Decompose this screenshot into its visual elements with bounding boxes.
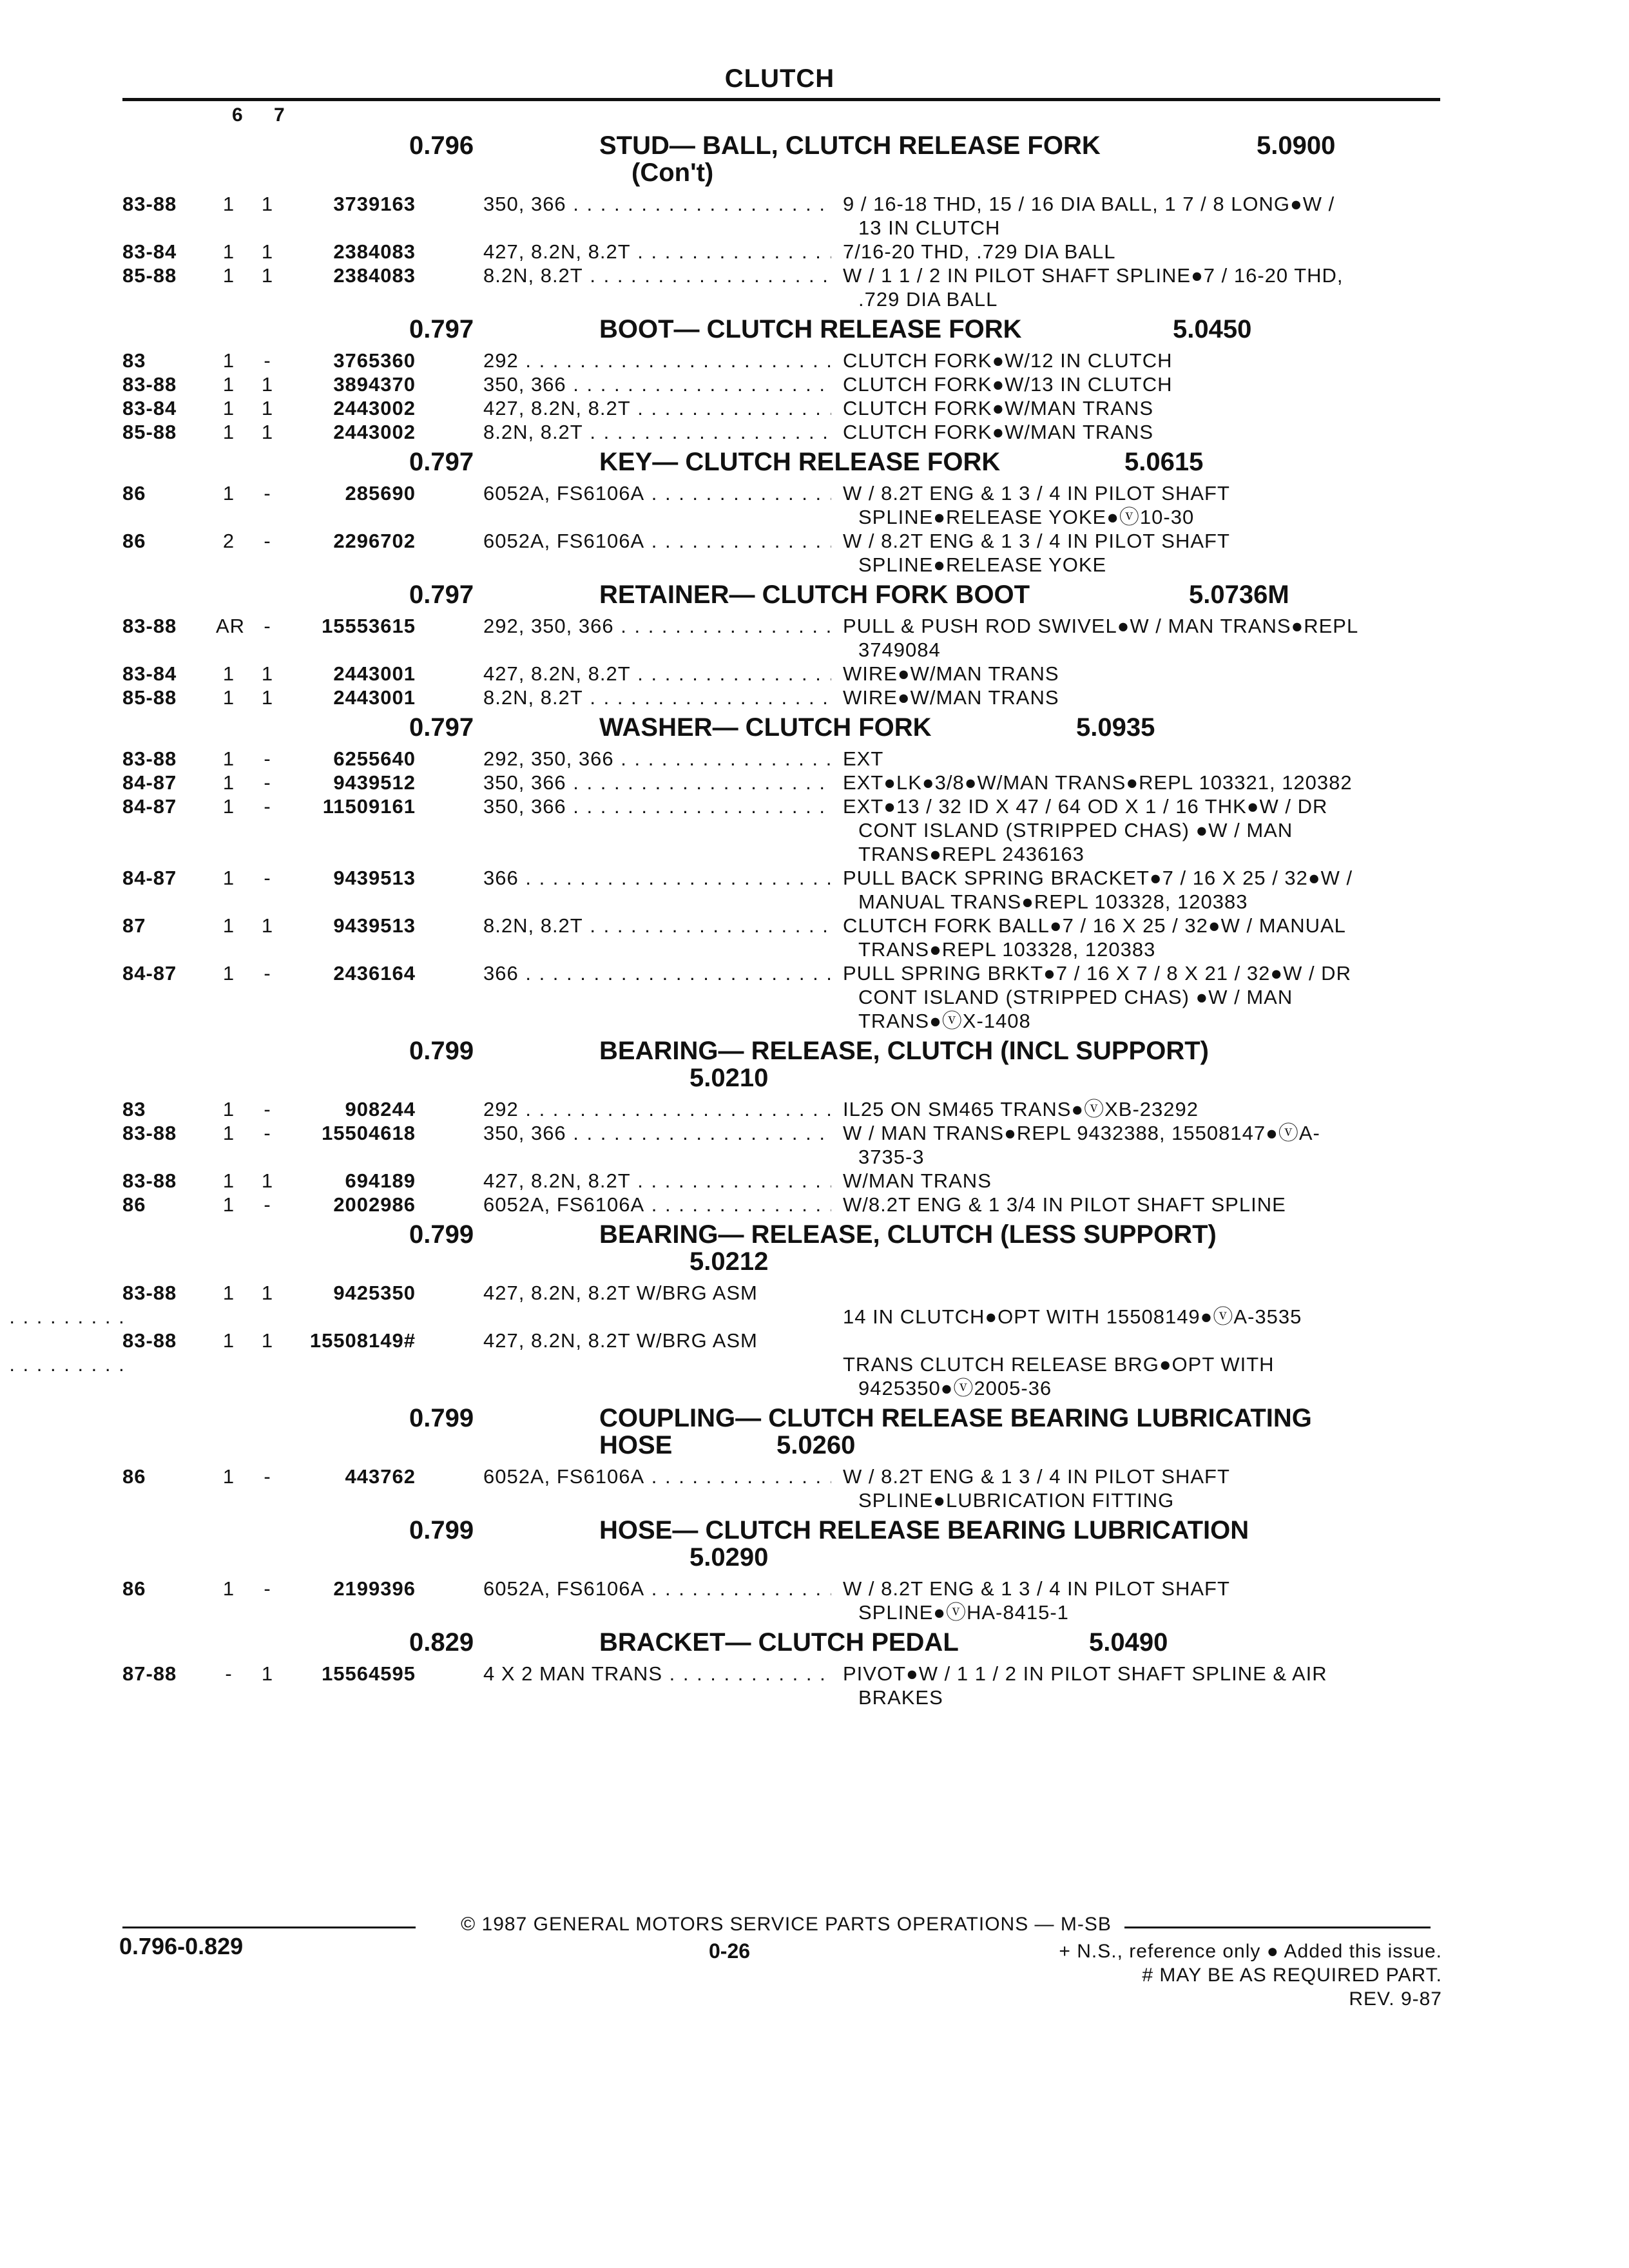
note-reference: + N.S., reference only ● Added this issue. [1059, 1941, 1442, 1962]
part-code: 5.0450 [1173, 315, 1252, 343]
part-description [843, 264, 1443, 311]
part-name: BEARING— RELEASE, CLUTCH (LESS SUPPORT) [599, 1220, 1217, 1249]
quantity-col-6: 1 [222, 397, 235, 419]
application: 427, 8.2N, 8.2T . . . [483, 1169, 831, 1193]
description-line: CLUTCH FORK●W/13 IN CLUTCH [843, 373, 1173, 396]
description-line: SPLINE●ⓥHA-8415-1 [858, 1601, 1069, 1624]
section-header [122, 316, 1443, 343]
quantity-col-7: 1 [261, 421, 274, 443]
description-line: SPLINE●RELEASE YOKE [858, 553, 1107, 576]
part-number: 2002986 [333, 1193, 416, 1216]
application: 6052A, FS6106A . . . [483, 1193, 831, 1216]
page-title: CLUTCH [724, 64, 835, 93]
quantity-col-6: 1 [222, 264, 235, 287]
page-range: 0.796-0.829 [119, 1933, 244, 1959]
part-number: 2443002 [333, 397, 416, 419]
description-line: MANUAL TRANS●REPL 103328, 120383 [858, 890, 1248, 913]
part-description [843, 1121, 1443, 1169]
quantity-col-7: 1 [261, 686, 274, 709]
part-code: 5.0736M [1189, 581, 1289, 609]
description-line: TRANS●REPL 2436163 [858, 843, 1084, 865]
parts-listing [122, 128, 1443, 1709]
quantity-col-7: - [264, 349, 271, 372]
part-description [843, 1281, 1443, 1329]
model-years: 83-84 [122, 397, 177, 419]
part-description [843, 396, 1443, 420]
description-line: 9 / 16-18 THD, 15 / 16 DIA BALL, 1 7 / 8 LONG●W / [843, 193, 1335, 215]
model-years: 84-87 [122, 867, 177, 889]
quantity-col-7: - [264, 771, 271, 794]
application: 366 . . . [483, 866, 831, 890]
section-header [122, 582, 1443, 609]
model-years: 85-88 [122, 686, 177, 709]
part-name: STUD— BALL, CLUTCH RELEASE FORK [599, 131, 1101, 160]
quantity-col-7: - [264, 1193, 271, 1216]
description-line: TRANS●REPL 103328, 120383 [858, 938, 1156, 961]
description-line: SPLINE●RELEASE YOKE●ⓥ10-30 [858, 506, 1195, 528]
model-years: 83-88 [122, 1329, 177, 1352]
quantity-col-7: - [264, 747, 271, 770]
part-row [122, 747, 1443, 771]
description-line: W / 8.2T ENG & 1 3 / 4 IN PILOT SHAFT [843, 482, 1230, 505]
part-row [122, 240, 1443, 264]
part-code: 5.0210 [689, 1064, 769, 1092]
application: 427, 8.2N, 8.2T W/BRG ASM [483, 1282, 758, 1304]
model-years: 86 [122, 530, 146, 552]
note-as-required: # MAY BE AS REQUIRED PART. [1142, 1965, 1442, 1986]
description-line: 9425350●ⓥ2005-36 [858, 1377, 1052, 1399]
part-name-continued: HOSE [599, 1431, 673, 1459]
figure-reference: 0.796 [409, 131, 474, 160]
part-description [843, 771, 1443, 794]
part-row [122, 1662, 1443, 1709]
application: 8.2N, 8.2T . . . [483, 264, 831, 287]
part-number: 2443002 [333, 421, 416, 443]
quantity-col-6: - [225, 1662, 233, 1685]
title-rule [122, 98, 1440, 101]
application: 292, 350, 366 . . . [483, 747, 831, 771]
application: 6052A, FS6106A . . . [483, 481, 831, 505]
application-continued [0, 1305, 127, 1329]
quantity-col-6: 1 [222, 1169, 235, 1192]
model-years: 83-88 [122, 373, 177, 396]
part-description [843, 529, 1443, 577]
quantity-col-7: 1 [261, 1662, 274, 1685]
parts-section [122, 1038, 1443, 1216]
description-line: PULL & PUSH ROD SWIVEL●W / MAN TRANS●REPL [843, 615, 1359, 637]
model-years: 83-88 [122, 1169, 177, 1192]
figure-reference: 0.799 [409, 1220, 474, 1249]
description-line: PULL BACK SPRING BRACKET●7 / 16 X 25 / 32●W / [843, 867, 1353, 889]
part-code: 5.0490 [1089, 1628, 1168, 1657]
description-line: CLUTCH FORK●W/MAN TRANS [843, 397, 1154, 419]
quantity-col-7: - [264, 530, 271, 552]
part-number: 6255640 [333, 747, 416, 770]
figure-reference: 0.797 [409, 315, 474, 343]
part-row [122, 961, 1443, 1033]
part-description [843, 1193, 1443, 1216]
section-header [122, 1222, 1443, 1249]
part-code: 5.0615 [1124, 448, 1204, 476]
quantity-col-6: 1 [222, 686, 235, 709]
parts-section [122, 1629, 1443, 1709]
quantity-col-6: 1 [222, 421, 235, 443]
application: 292, 350, 366 . . . [483, 614, 831, 638]
quantity-col-6: 1 [222, 867, 235, 889]
quantity-col-7: 1 [261, 193, 274, 215]
quantity-col-6: 1 [222, 1329, 235, 1352]
application: 427, 8.2N, 8.2T . . . [483, 240, 831, 264]
model-years: 83-84 [122, 662, 177, 685]
part-number: 908244 [345, 1098, 416, 1120]
application: 4 X 2 MAN TRANS . . . [483, 1662, 831, 1686]
column-header-6: 6 [232, 104, 243, 126]
part-row [122, 614, 1443, 662]
quantity-col-7: - [264, 482, 271, 505]
description-line: TRANS CLUTCH RELEASE BRG●OPT WITH [843, 1353, 1275, 1376]
description-line: BRAKES [858, 1686, 943, 1709]
description-line: EXT●LK●3/8●W/MAN TRANS●REPL 103321, 120382 [843, 771, 1353, 794]
part-name: RETAINER— CLUTCH FORK BOOT [599, 581, 1030, 609]
model-years: 85-88 [122, 264, 177, 287]
model-years: 83-88 [122, 615, 177, 637]
parts-section [122, 449, 1443, 577]
description-line: CLUTCH FORK●W/MAN TRANS [843, 421, 1154, 443]
quantity-col-6: AR [216, 615, 246, 637]
quantity-col-6: 1 [222, 1122, 235, 1144]
description-line: CLUTCH FORK BALL●7 / 16 X 25 / 32●W / MANUAL [843, 914, 1346, 937]
description-line: IL25 ON SM465 TRANS●ⓥXB-23292 [843, 1098, 1199, 1120]
application: 8.2N, 8.2T . . . [483, 914, 831, 937]
part-description [843, 1097, 1443, 1121]
quantity-col-7: 1 [261, 662, 274, 685]
figure-reference: 0.797 [409, 581, 474, 609]
part-code: 5.0935 [1076, 713, 1155, 742]
part-number: 3765360 [333, 349, 416, 372]
part-number: 2436164 [333, 962, 416, 985]
part-description [843, 1577, 1443, 1624]
application: 350, 366 . . . [483, 1121, 831, 1145]
copyright-notice: © 1987 GENERAL MOTORS SERVICE PARTS OPERATIONS — M-SB [461, 1914, 1112, 1935]
parts-section [122, 316, 1443, 444]
quantity-col-7: 1 [261, 1282, 274, 1304]
figure-reference: 0.799 [409, 1037, 474, 1065]
part-name: WASHER— CLUTCH FORK [599, 713, 932, 742]
quantity-col-6: 1 [222, 349, 235, 372]
quantity-col-7: - [264, 867, 271, 889]
part-row [122, 192, 1443, 240]
part-number: 3739163 [333, 193, 416, 215]
application: 350, 366 . . . [483, 192, 831, 216]
part-row [122, 1281, 1443, 1329]
parts-section [122, 1405, 1443, 1512]
description-line: W / 8.2T ENG & 1 3 / 4 IN PILOT SHAFT [843, 1577, 1230, 1600]
quantity-col-6: 1 [222, 795, 235, 818]
part-number: 2384083 [333, 240, 416, 263]
part-row [122, 264, 1443, 311]
quantity-col-6: 1 [222, 1465, 235, 1488]
part-row [122, 914, 1443, 961]
application: 350, 366 . . . [483, 771, 831, 794]
part-number: 694189 [345, 1169, 416, 1192]
description-line: PULL SPRING BRKT●7 / 16 X 7 / 8 X 21 / 32●W / DR [843, 962, 1351, 985]
model-years: 87-88 [122, 1662, 177, 1685]
part-description [843, 240, 1443, 264]
part-description [843, 1329, 1443, 1400]
quantity-col-7: 1 [261, 1329, 274, 1352]
quantity-col-7: - [264, 795, 271, 818]
application: 8.2N, 8.2T . . . [483, 420, 831, 444]
application: 8.2N, 8.2T . . . [483, 686, 831, 709]
description-line: CONT ISLAND (STRIPPED CHAS) ●W / MAN [858, 819, 1293, 841]
description-line: EXT●13 / 32 ID X 47 / 64 OD X 1 / 16 THK●W / DR [843, 795, 1328, 818]
part-description [843, 1662, 1443, 1709]
part-number: 285690 [345, 482, 416, 505]
part-number: 2199396 [333, 1577, 416, 1600]
model-years: 83 [122, 1098, 146, 1120]
part-code: 5.0260 [776, 1431, 856, 1459]
application: 6052A, FS6106A . . . [483, 529, 831, 553]
part-description [843, 914, 1443, 961]
part-name: HOSE— CLUTCH RELEASE BEARING LUBRICATION [599, 1516, 1249, 1544]
part-code: 5.0290 [689, 1543, 769, 1571]
part-name: BOOT— CLUTCH RELEASE FORK [599, 315, 1022, 343]
part-number: 15504618 [322, 1122, 416, 1144]
model-years: 83-88 [122, 1122, 177, 1144]
quantity-col-6: 1 [222, 962, 235, 985]
parts-section [122, 133, 1443, 311]
part-number: 15508149# [309, 1329, 416, 1352]
application: 292 . . . [483, 1097, 831, 1121]
quantity-col-6: 1 [222, 1193, 235, 1216]
part-number: 11509161 [322, 795, 416, 818]
part-number: 9439512 [333, 771, 416, 794]
part-row [122, 349, 1443, 372]
parts-section [122, 715, 1443, 1033]
quantity-col-7: - [264, 1577, 271, 1600]
model-years: 84-87 [122, 795, 177, 818]
part-description [843, 662, 1443, 686]
part-description [843, 686, 1443, 709]
application: 366 . . . [483, 961, 831, 985]
quantity-col-7: - [264, 1122, 271, 1144]
description-line: WIRE●W/MAN TRANS [843, 686, 1059, 709]
part-row [122, 1329, 1443, 1400]
part-row [122, 1465, 1443, 1512]
quantity-col-6: 1 [222, 747, 235, 770]
part-row [122, 686, 1443, 709]
model-years: 84-87 [122, 771, 177, 794]
application: 427, 8.2N, 8.2T W/BRG ASM [483, 1329, 758, 1352]
model-years: 86 [122, 1465, 146, 1488]
part-row [122, 662, 1443, 686]
part-description [843, 794, 1443, 866]
footer-notes [1059, 1939, 1442, 2011]
description-line: EXT [843, 747, 884, 770]
part-description [843, 1169, 1443, 1193]
part-description [843, 420, 1443, 444]
quantity-col-6: 1 [222, 240, 235, 263]
application: 427, 8.2N, 8.2T . . . [483, 396, 831, 420]
application: 292 . . . [483, 349, 831, 372]
quantity-col-7: 1 [261, 264, 274, 287]
quantity-col-7: 1 [261, 1169, 274, 1192]
part-number: 2384083 [333, 264, 416, 287]
continued-label: (Con't) [631, 159, 714, 187]
description-line: .729 DIA BALL [858, 288, 998, 311]
quantity-col-7: - [264, 962, 271, 985]
part-name: COUPLING— CLUTCH RELEASE BEARING LUBRICATING [599, 1404, 1312, 1432]
quantity-col-6: 1 [222, 914, 235, 937]
figure-reference: 0.797 [409, 713, 474, 742]
part-number: 9439513 [333, 914, 416, 937]
figure-reference: 0.829 [409, 1628, 474, 1657]
description-line: W/8.2T ENG & 1 3/4 IN PILOT SHAFT SPLINE [843, 1193, 1286, 1216]
part-number: 9439513 [333, 867, 416, 889]
application-continued [0, 1352, 127, 1376]
description-line: W / 1 1 / 2 IN PILOT SHAFT SPLINE●7 / 16-20 THD, [843, 264, 1344, 287]
quantity-col-6: 1 [222, 482, 235, 505]
model-years: 86 [122, 482, 146, 505]
quantity-col-6: 1 [222, 1098, 235, 1120]
parts-section [122, 1222, 1443, 1400]
description-line: W / 8.2T ENG & 1 3 / 4 IN PILOT SHAFT [843, 530, 1230, 552]
model-years: 83-88 [122, 747, 177, 770]
part-code: 5.0900 [1257, 131, 1336, 160]
figure-reference: 0.799 [409, 1516, 474, 1544]
model-years: 85-88 [122, 421, 177, 443]
part-description [843, 866, 1443, 914]
description-line: 7/16-20 THD, .729 DIA BALL [843, 240, 1116, 263]
part-name: BEARING— RELEASE, CLUTCH (INCL SUPPORT) [599, 1037, 1209, 1065]
part-description [843, 1465, 1443, 1512]
section-header [122, 1038, 1443, 1065]
quantity-col-7: 1 [261, 240, 274, 263]
quantity-col-6: 1 [222, 1282, 235, 1304]
part-number: 2443001 [333, 686, 416, 709]
model-years: 83-88 [122, 1282, 177, 1304]
part-number: 2296702 [333, 530, 416, 552]
part-description [843, 349, 1443, 372]
part-row [122, 1169, 1443, 1193]
part-row [122, 1193, 1443, 1216]
part-name: KEY— CLUTCH RELEASE FORK [599, 448, 1001, 476]
quantity-col-7: - [264, 615, 271, 637]
description-line: TRANS●ⓥX-1408 [858, 1010, 1031, 1032]
part-row [122, 1577, 1443, 1624]
parts-section [122, 582, 1443, 709]
part-number: 3894370 [333, 373, 416, 396]
model-years: 84-87 [122, 962, 177, 985]
part-description [843, 614, 1443, 662]
part-name: BRACKET— CLUTCH PEDAL [599, 1628, 959, 1657]
application: 427, 8.2N, 8.2T . . . [483, 662, 831, 686]
section-header [122, 1629, 1443, 1657]
description-line: PIVOT●W / 1 1 / 2 IN PILOT SHAFT SPLINE & AIR [843, 1662, 1327, 1685]
figure-reference: 0.797 [409, 448, 474, 476]
application: 350, 366 . . . [483, 372, 831, 396]
part-description [843, 747, 1443, 771]
application: 6052A, FS6106A . . . [483, 1465, 831, 1488]
part-number: 2443001 [333, 662, 416, 685]
quantity-col-6: 1 [222, 373, 235, 396]
model-years: 86 [122, 1193, 146, 1216]
quantity-col-7: - [264, 1098, 271, 1120]
part-row [122, 396, 1443, 420]
part-description [843, 961, 1443, 1033]
section-header [122, 449, 1443, 476]
part-description [843, 372, 1443, 396]
quantity-col-6: 2 [222, 530, 235, 552]
description-line: W / MAN TRANS●REPL 9432388, 15508147●ⓥA- [843, 1122, 1320, 1144]
part-row [122, 794, 1443, 866]
quantity-col-6: 1 [222, 662, 235, 685]
model-years: 83 [122, 349, 146, 372]
application: 6052A, FS6106A . . . [483, 1577, 831, 1600]
part-row [122, 866, 1443, 914]
description-line: 14 IN CLUTCH●OPT WITH 15508149●ⓥA-3535 [843, 1305, 1302, 1328]
part-row [122, 420, 1443, 444]
part-row [122, 1097, 1443, 1121]
part-code: 5.0212 [689, 1247, 769, 1276]
application: 350, 366 . . . [483, 794, 831, 818]
part-row [122, 372, 1443, 396]
part-row [122, 481, 1443, 529]
parts-section [122, 1517, 1443, 1624]
section-header [122, 133, 1443, 160]
part-row [122, 771, 1443, 794]
description-line: 3735-3 [858, 1146, 925, 1168]
section-header [122, 715, 1443, 742]
description-line: CLUTCH FORK●W/12 IN CLUTCH [843, 349, 1173, 372]
part-row [122, 1121, 1443, 1169]
description-line: WIRE●W/MAN TRANS [843, 662, 1059, 685]
quantity-col-7: - [264, 1465, 271, 1488]
quantity-col-7: 1 [261, 397, 274, 419]
quantity-col-6: 1 [222, 1577, 235, 1600]
part-number: 15553615 [322, 615, 416, 637]
description-line: W/MAN TRANS [843, 1169, 992, 1192]
quantity-col-7: 1 [261, 373, 274, 396]
part-number: 15564595 [322, 1662, 416, 1685]
section-header [122, 1405, 1443, 1432]
part-description [843, 481, 1443, 529]
note-revision: REV. 9-87 [1349, 1988, 1442, 2010]
section-header [122, 1517, 1443, 1544]
model-years: 83-88 [122, 193, 177, 215]
model-years: 86 [122, 1577, 146, 1600]
part-description [843, 192, 1443, 240]
quantity-col-7: 1 [261, 914, 274, 937]
page-number: 0-26 [709, 1939, 751, 1963]
model-years: 87 [122, 914, 146, 937]
description-line: 3749084 [858, 639, 941, 661]
quantity-col-6: 1 [222, 193, 235, 215]
figure-reference: 0.799 [409, 1404, 474, 1432]
description-line: CONT ISLAND (STRIPPED CHAS) ●W / MAN [858, 986, 1293, 1008]
model-years: 83-84 [122, 240, 177, 263]
part-number: 9425350 [333, 1282, 416, 1304]
description-line: SPLINE●LUBRICATION FITTING [858, 1489, 1175, 1512]
quantity-col-6: 1 [222, 771, 235, 794]
description-line: W / 8.2T ENG & 1 3 / 4 IN PILOT SHAFT [843, 1465, 1230, 1488]
description-line: 13 IN CLUTCH [858, 216, 1001, 239]
part-number: 443762 [345, 1465, 416, 1488]
part-row [122, 529, 1443, 577]
column-header-7: 7 [274, 104, 285, 126]
